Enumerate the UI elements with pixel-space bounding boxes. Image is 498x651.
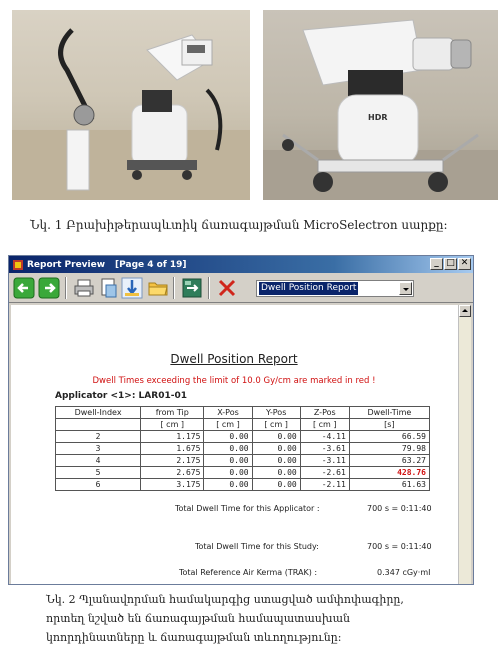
table-row (56, 467, 430, 479)
column-unit: [s] (349, 419, 429, 431)
figure2-caption-line: Նկ. 2 Պլանավորման համակարգից ստացված ամփոփագիրը, (46, 593, 404, 606)
total-study-label: Total Dwell Time for this Study: (195, 542, 319, 551)
photo-microselectron-right (263, 10, 498, 200)
table-cell: -4.11 (300, 431, 349, 443)
export-icon[interactable] (121, 277, 143, 299)
column-header: Dwell-Time (349, 407, 429, 419)
table-cell: 1.675 (141, 443, 204, 455)
table-cell: 0.00 (252, 443, 300, 455)
column-unit: [ cm ] (252, 419, 300, 431)
table-cell: 0.00 (252, 479, 300, 491)
column-header: X-Pos (204, 407, 252, 419)
table-cell: -2.11 (300, 479, 349, 491)
close-button[interactable]: ✕ (458, 258, 471, 270)
table-cell: 0.00 (252, 455, 300, 467)
table-row (56, 479, 430, 491)
report-page (25, 305, 443, 584)
table-cell: 79.98 (349, 443, 429, 455)
total-study-value: 700 s = 0:11:40 (367, 542, 432, 551)
column-unit: [ cm ] (204, 419, 252, 431)
table-unit-row (56, 419, 430, 431)
vertical-scrollbar[interactable] (458, 305, 471, 584)
report-warning: Dwell Times exceeding the limit of 10.0 Gy/cm are marked in red ! (92, 376, 376, 386)
table-cell: 1.175 (141, 431, 204, 443)
photo-microselectron-left (12, 10, 250, 200)
table-cell: 0.00 (204, 479, 252, 491)
column-header: Y-Pos (252, 407, 300, 419)
toolbar-separator (173, 277, 175, 299)
table-cell: 66.59 (349, 431, 429, 443)
toolbar-separator (208, 277, 210, 299)
column-unit: [ cm ] (300, 419, 349, 431)
table-cell: 0.00 (252, 431, 300, 443)
print-setup-icon[interactable] (98, 277, 120, 299)
table-cell: 2.675 (141, 467, 204, 479)
table-cell: 0.00 (204, 467, 252, 479)
title-bar[interactable] (9, 256, 473, 273)
scroll-up-button[interactable] (459, 305, 471, 317)
table-cell: 0.00 (204, 455, 252, 467)
table-cell: 3 (56, 443, 141, 455)
table-row (56, 431, 430, 443)
table-cell: 63.27 (349, 455, 429, 467)
table-cell: 2.175 (141, 455, 204, 467)
report-type-value: Dwell Position Report (261, 283, 357, 293)
dwell-time-exceeded-cell: 428.76 (349, 467, 429, 479)
table-row (56, 443, 430, 455)
page-indicator: [Page 4 of 19] (115, 259, 187, 270)
table-cell: 4 (56, 455, 141, 467)
total-applicator-label: Total Dwell Time for this Applicator : (175, 504, 320, 513)
table-cell: 3.175 (141, 479, 204, 491)
report-type-select[interactable] (256, 280, 414, 297)
table-cell: 0.00 (252, 467, 300, 479)
column-unit: [ cm ] (141, 419, 204, 431)
table-cell: 2 (56, 431, 141, 443)
applicator-label: Applicator <1>: LAR01-01 (55, 391, 187, 401)
page-setup-icon[interactable] (181, 277, 203, 299)
table-cell: 5 (56, 467, 141, 479)
toolbar (9, 273, 473, 303)
table-cell: 61.63 (349, 479, 429, 491)
table-header-row (56, 407, 430, 419)
figure1-caption: Նկ. 1 Բրախիթերապևտիկ ճառագայթման MicroSelectron սարքը: (30, 218, 448, 232)
toolbar-separator (65, 277, 67, 299)
trak-value: 0.347 cGy·mI (377, 568, 431, 577)
report-title: Dwell Position Report (170, 352, 298, 366)
table-cell: -3.11 (300, 455, 349, 467)
table-cell: 6 (56, 479, 141, 491)
column-unit (56, 419, 141, 431)
report-app-icon (12, 259, 24, 271)
close-x-icon[interactable] (216, 277, 238, 299)
table-row (56, 455, 430, 467)
table-cell: 0.00 (204, 443, 252, 455)
trak-label: Total Reference Air Kerma (TRAK) : (179, 568, 318, 577)
report-viewport (11, 305, 458, 584)
chevron-down-icon[interactable] (399, 282, 412, 295)
table-cell: 0.00 (204, 431, 252, 443)
figure2-caption-line: կոորդինատները և ճառագայթման տևողությունը: (46, 631, 342, 644)
hdr-label: HDR (368, 113, 388, 122)
forward-arrow-icon[interactable] (38, 277, 60, 299)
window-title: Report Preview (27, 259, 106, 270)
figure2-caption-line: որտեղ նշված են ճառագայթման համապատասխան (46, 612, 351, 625)
dwell-position-table (55, 406, 430, 491)
printer-icon[interactable] (73, 277, 95, 299)
column-header: from Tip (141, 407, 204, 419)
back-arrow-icon[interactable] (13, 277, 35, 299)
total-applicator-value: 700 s = 0:11:40 (367, 504, 432, 513)
maximize-button[interactable]: □ (444, 258, 457, 270)
figure2-caption (46, 590, 486, 647)
minimize-button[interactable]: _ (430, 258, 443, 270)
column-header: Z-Pos (300, 407, 349, 419)
report-preview-window (8, 255, 474, 585)
column-header: Dwell-Index (56, 407, 141, 419)
table-cell: -3.61 (300, 443, 349, 455)
open-folder-icon[interactable] (147, 277, 169, 299)
table-cell: -2.61 (300, 467, 349, 479)
